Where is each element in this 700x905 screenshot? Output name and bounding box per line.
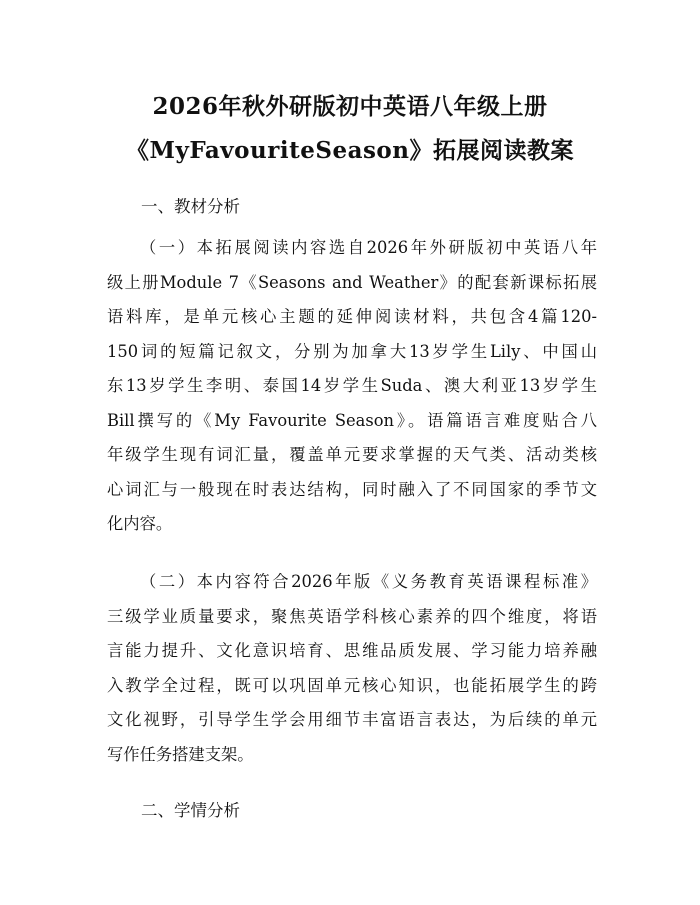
- section-heading-textbook-analysis: 一、教材分析: [141, 197, 240, 216]
- paragraph-line: （二）本内容符合2026年版《义务教育英语课程标准》: [140, 572, 597, 591]
- paragraph-line: 写作任务搭建支架。: [107, 744, 254, 764]
- paragraph-line: 三级学业质量要求，聚焦英语学科核心素养的四个维度，将语: [107, 606, 597, 626]
- paragraph-textbook-analysis-2: [107, 565, 597, 772]
- paragraph-line: 入教学全过程，既可以巩固单元核心知识，也能拓展学生的跨: [107, 675, 597, 695]
- section-heading-student-analysis: 二、学情分析: [141, 801, 240, 820]
- document-title-line-1: 2026年秋外研版初中英语八年级上册: [152, 93, 548, 120]
- paragraph-line: 东13岁学生李明、泰国14岁学生Suda、澳大利亚13岁学生: [107, 376, 597, 395]
- paragraph-line: 级上册Module 7《Seasons and Weather》的配套新课标拓展: [107, 272, 597, 292]
- document-title-line-2: 《MyFavouriteSeason》拓展阅读教案: [126, 137, 574, 164]
- paragraph-line: 文化视野，引导学生学会用细节丰富语言表达，为后续的单元: [107, 710, 597, 729]
- paragraph-line: 语料库，是单元核心主题的延伸阅读材料，共包含4篇120-: [107, 307, 597, 326]
- paragraph-line: 化内容。: [107, 514, 173, 533]
- paragraph-line: 年级学生现有词汇量，覆盖单元要求掌握的天气类、活动类核: [107, 445, 597, 464]
- paragraph-line: 心词汇与一般现在时表达结构，同时融入了不同国家的季节文: [107, 479, 597, 499]
- paragraph-line: Bill撰写的《My Favourite Season》。语篇语言难度贴合八: [107, 410, 597, 430]
- paragraph-line: 150词的短篇记叙文，分别为加拿大13岁学生Lily、中国山: [107, 341, 597, 361]
- paragraph-line: （一）本拓展阅读内容选自2026年外研版初中英语八年: [140, 238, 597, 257]
- paragraph-textbook-analysis-1: [107, 231, 597, 542]
- paragraph-line: 言能力提升、文化意识培育、思维品质发展、学习能力培养融: [107, 641, 597, 660]
